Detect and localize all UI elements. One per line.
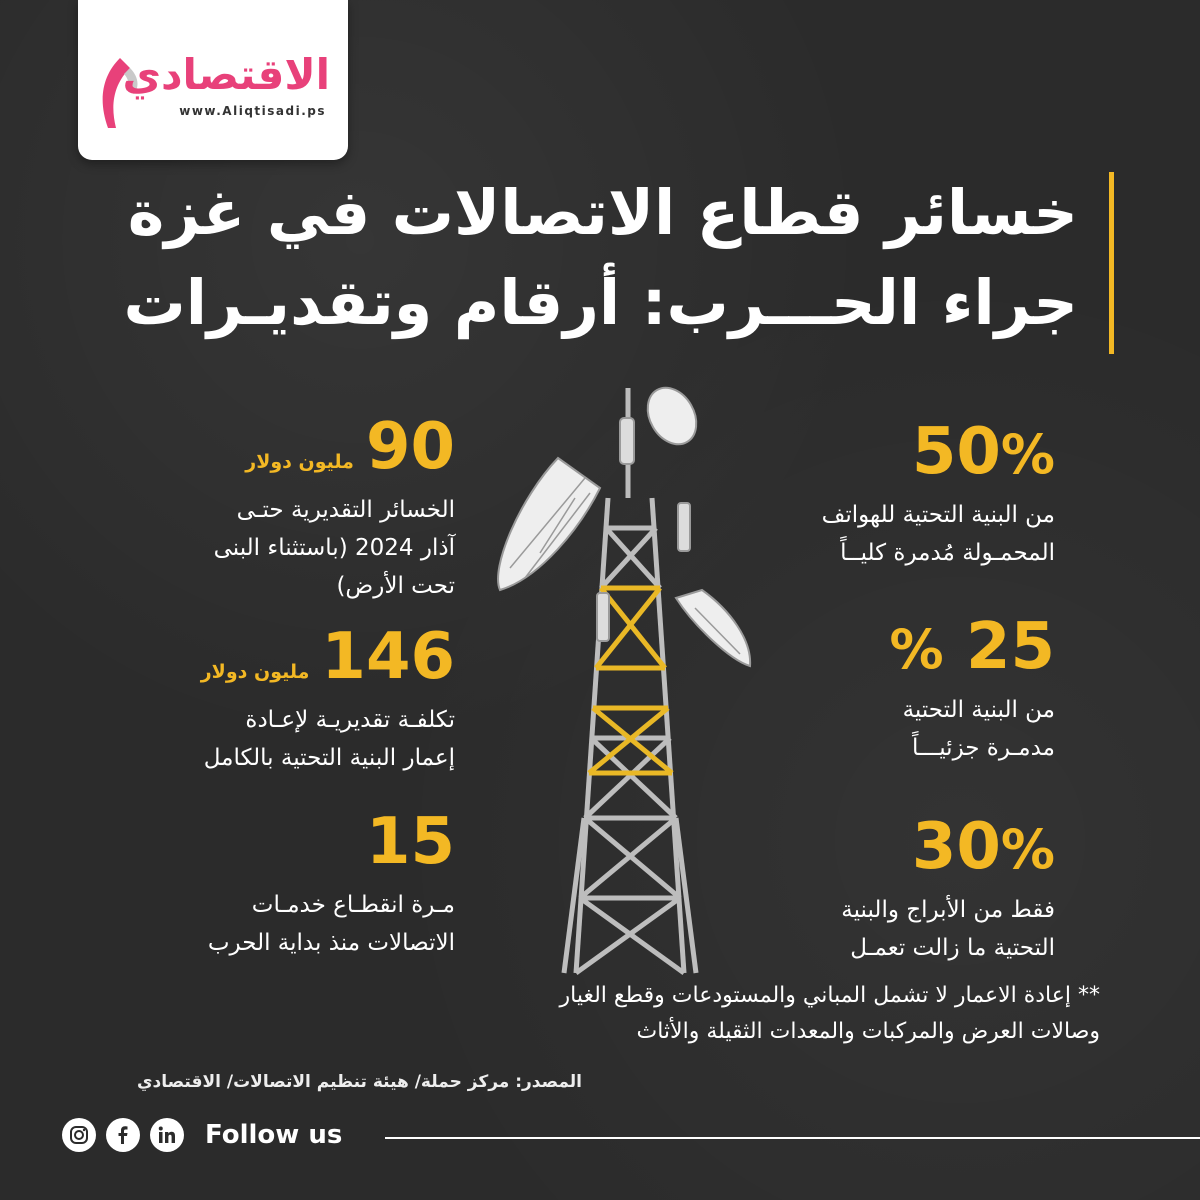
stat-text: آذار 2024 (باستثناء البنى bbox=[213, 535, 455, 561]
stat-text: من البنية التحتية bbox=[902, 697, 1055, 723]
stat-text: من البنية التحتية للهواتف bbox=[821, 502, 1055, 528]
stat-number: 90مليون دولار bbox=[245, 410, 455, 484]
stat-text: المحمـولة مُدمرة كليــاً bbox=[840, 540, 1055, 566]
stat-text: فقط من الأبراج والبنية bbox=[841, 897, 1055, 923]
brand-url: www.Aliqtisadi.ps bbox=[179, 104, 326, 118]
telecom-tower-illustration bbox=[480, 378, 770, 978]
title-line-1: خسائر قطاع الاتصالات في غزة bbox=[127, 176, 1078, 249]
stat-146-million bbox=[35, 620, 455, 777]
stat-text: مدمـرة جزئيـــاً bbox=[912, 735, 1055, 761]
stat-number: 25 % bbox=[889, 610, 1055, 684]
stat-text: تكلفـة تقديريـة لإعـادة bbox=[245, 707, 455, 733]
stat-number: 15 bbox=[365, 805, 455, 879]
footer-divider bbox=[385, 1137, 1200, 1139]
brand-name: الاقتصادي bbox=[122, 50, 330, 99]
stat-90-million bbox=[35, 410, 455, 605]
stat-text: الخسائر التقديرية حتـى bbox=[236, 497, 455, 523]
facebook-icon[interactable] bbox=[106, 1118, 140, 1152]
linkedin-icon[interactable] bbox=[150, 1118, 184, 1152]
stat-15-outages bbox=[35, 805, 455, 962]
stat-text: إعمار البنية التحتية بالكامل bbox=[203, 745, 455, 771]
footnote-line-2: وصالات العرض والمركبات والمعدات الثقيلة والأثاث bbox=[636, 1019, 1100, 1044]
title-line-2: جراء الحـــرب: أرقام وتقديـرات bbox=[123, 266, 1078, 339]
footnote bbox=[400, 978, 1100, 1050]
stat-text: التحتية ما زالت تعمـل bbox=[850, 935, 1055, 961]
instagram-icon[interactable] bbox=[62, 1118, 96, 1152]
follow-us-label: Follow us bbox=[205, 1120, 343, 1150]
stat-text: الاتصالات منذ بداية الحرب bbox=[207, 930, 455, 956]
footnote-line-1: ** إعادة الاعمار لا تشمل المباني والمستودعات وقطع الغيار bbox=[559, 983, 1100, 1008]
stat-number: 50% bbox=[911, 415, 1055, 489]
stat-number: 146مليون دولار bbox=[200, 620, 455, 694]
logo-card bbox=[78, 0, 348, 160]
title-accent-bar bbox=[1109, 172, 1114, 354]
stat-number: 30% bbox=[911, 810, 1055, 884]
stat-text: مـرة انقطـاع خدمـات bbox=[251, 892, 455, 918]
stat-text: تحت الأرض) bbox=[336, 573, 455, 599]
social-links bbox=[62, 1118, 184, 1152]
source-line: المصدر: مركز حملة/ هيئة تنظيم الاتصالات/ الاقتصادي bbox=[136, 1072, 582, 1092]
page-title bbox=[123, 168, 1078, 348]
